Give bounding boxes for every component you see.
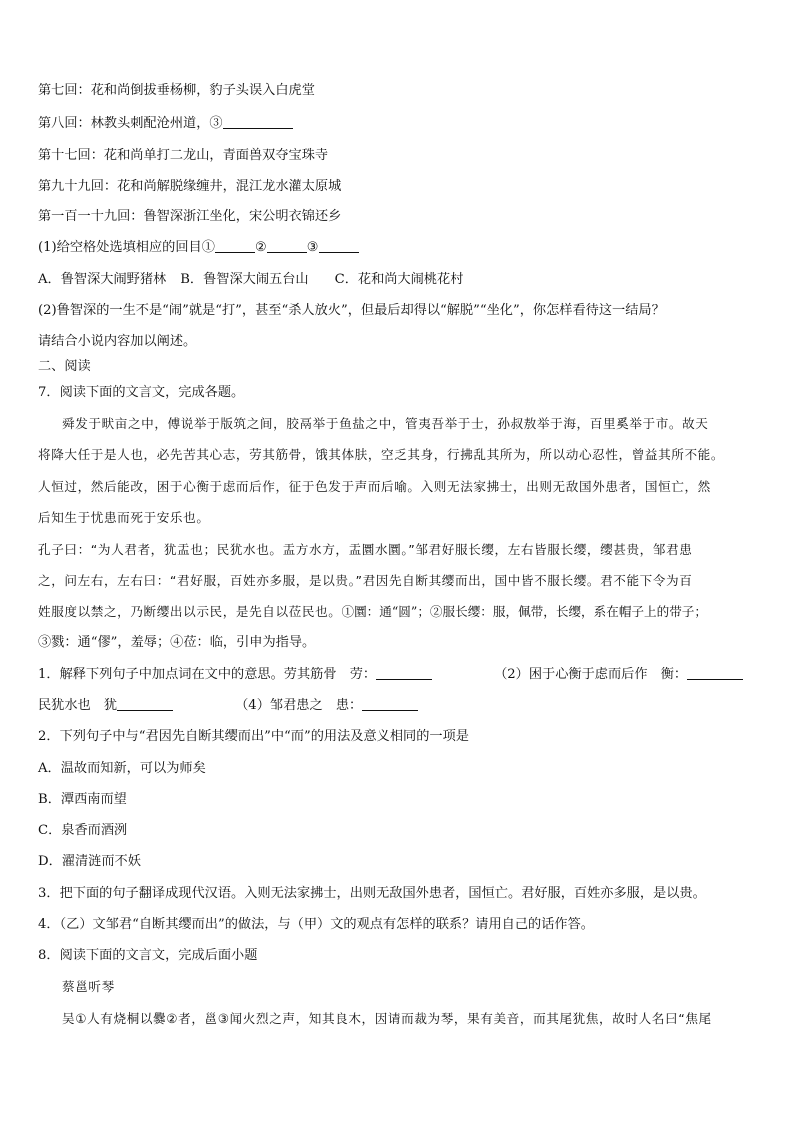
passage-1-line-3: 人恒过，然后能改，困于心衡于虑而后作，征于色发于声而后喻。入则无法家拂士，出则无敌国外患者，国恒亡，然 [38, 479, 711, 494]
question-1-marker-3: ③ [306, 240, 319, 255]
answer-blank[interactable] [267, 240, 307, 253]
chapter-8-text: 第八回：林教头刺配沧州道，③ [38, 116, 223, 131]
section-heading: 二、阅读 [38, 359, 91, 374]
options-line [38, 271, 764, 289]
answer-blank[interactable] [117, 698, 173, 711]
question-7-title: 7．阅读下面的文言文，完成各题。 [38, 385, 245, 400]
chapter-119-line: 第一百一十九回：鲁智深浙江坐化，宋公明衣锦还乡 [38, 209, 342, 224]
question-1-marker-2: ② [254, 240, 267, 255]
annotation-text: ①圜：通“圆”；②服长缨：服，佩带，长缨，系在帽子上的带子； [341, 604, 707, 619]
question-2-line-2: 请结合小说内容加以阐述。 [38, 334, 197, 349]
option-b: B．鲁智深大闹五台山 [180, 272, 309, 287]
sub-question-2-option-a: A．温故而知新，可以为师矣 [38, 761, 206, 776]
passage-1-line-1: 舜发于畎亩之中，傅说举于版筑之间，胶鬲举于鱼盐之中，管夷吾举于士，孙叔敖举于海，百里奚举于市。故天 [62, 416, 709, 431]
passage-3-line-1: 吴①人有烧桐以爨②者，邕③闻火烈之声，知其良木，因请而裁为琴，果有美音，而其尾犹焦，故时人名曰“焦尾 [62, 1011, 712, 1026]
chapter-99-line: 第九十九回：花和尚解脱缘缠井，混江龙水灌太原城 [38, 179, 342, 194]
sub-question-2-option-d: D．濯清涟而不妖 [38, 854, 141, 869]
chapter-8-line [38, 115, 764, 133]
sub-question-3: 3．把下面的句子翻译成现代汉语。入则无法家拂士，出则无敌国外患者，国恒亡。君好服，百姓亦多服，是以贵。 [38, 886, 706, 901]
answer-blank[interactable] [362, 698, 418, 711]
question-8-title: 8．阅读下面的文言文，完成后面小题 [38, 948, 258, 963]
passage-1-line-2: 将降大任于是人也，必先苦其心志，劳其筋骨，饿其体肤，空乏其身，行拂乱其所为，所以动心忍性，曾益其所不能。 [38, 447, 725, 462]
option-a: A．鲁智深大闹野猪林 [38, 272, 167, 287]
question-1-line [38, 239, 764, 257]
sub-question-2-option-c: C．泉香而酒洌 [38, 823, 128, 838]
sub-question-2: 2．下列句子中与“君因先自断其缨而出”中“而”的用法及意义相同的一项是 [38, 729, 469, 744]
sub-question-2-option-b: B．潭西南而望 [38, 792, 127, 807]
passage-1-line-4: 后知生于忧患而死于安乐也。 [38, 510, 210, 525]
annotation-line: ③戮：通“僇”，羞辱；④莅：临，引申为指导。 [38, 635, 316, 650]
question-2-line-1: (2)鲁智深的一生不是“闹”就是“打”，甚至“杀人放火”，但最后却得以“解脱”“坐化”，你怎样看待这一结局？ [38, 303, 665, 318]
sub-question-1-part-2: （2）困于心衡于虑而后作 衡： [494, 667, 688, 682]
answer-blank[interactable] [376, 667, 432, 680]
sub-question-1-text: 1．解释下列句子中加点词在文中的意思。劳其筋骨 劳： [38, 667, 377, 682]
sub-question-1-line-1 [38, 666, 764, 684]
passage-title: 蔡邕听琴 [62, 979, 115, 994]
passage-2-line-1: 孔子曰：“为人君者，犹盂也；民犹水也。盂方水方，盂圜水圜。”邹君好服长缨，左右皆服长缨，缨甚贵，邹君患 [38, 542, 693, 557]
answer-blank[interactable] [687, 667, 743, 680]
passage-2-line-2: 之，问左右，左右曰：“君好服，百姓亦多服，是以贵。”君因先自断其缨而出，国中皆不服长缨。君不能下令为百 [38, 573, 693, 588]
sub-question-1-part-4: （4）邹君患之 患： [235, 698, 363, 713]
option-c: C．花和尚大闹桃花村 [334, 272, 464, 287]
answer-blank[interactable] [319, 240, 359, 253]
sub-question-4: 4．（乙）文邹君“自断其缨而出”的做法，与（甲）文的观点有怎样的联系？请用自己的话作答。 [38, 917, 594, 932]
sub-question-1-line-2 [38, 697, 764, 715]
answer-blank[interactable] [215, 240, 255, 253]
passage-2-line-3 [38, 603, 764, 621]
question-1-prefix: (1)给空格处选填相应的回目① [38, 240, 215, 255]
answer-blank[interactable] [223, 116, 293, 129]
passage-2-text: 姓服度以禁之，乃断缨出以示民，是先自以莅民也。 [38, 604, 342, 619]
chapter-17-line: 第十七回：花和尚单打二龙山，青面兽双夺宝珠寺 [38, 148, 329, 163]
sub-question-1-part-3: 民犹水也 犹 [38, 698, 118, 713]
chapter-7-line: 第七回：花和尚倒拔垂杨柳，豹子头误入白虎堂 [38, 83, 315, 98]
